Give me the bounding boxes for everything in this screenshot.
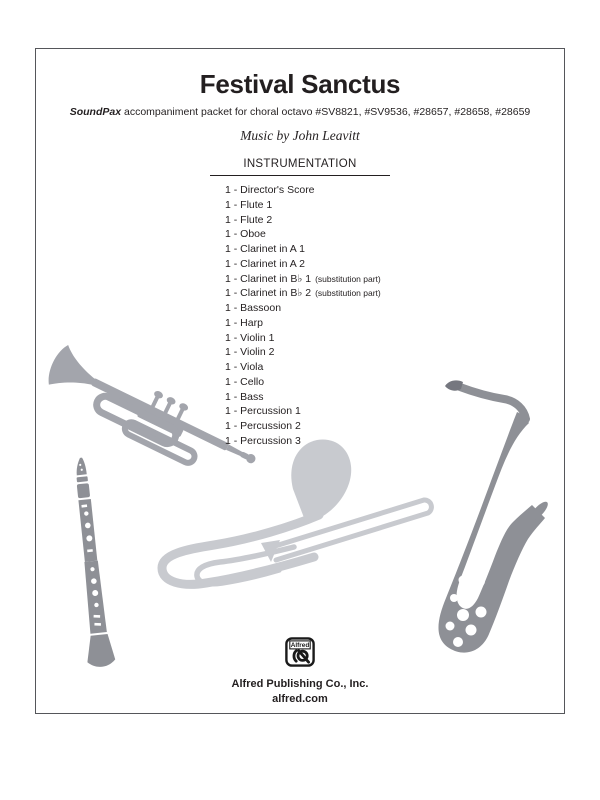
instrument-label: 1 - Clarinet in B♭ 2: [225, 287, 312, 300]
instrument-line: [225, 345, 381, 360]
instrument-label: 1 - Bassoon: [225, 302, 282, 314]
instrument-label: 1 - Flute 1: [225, 198, 273, 211]
publisher-website: alfred.com: [272, 693, 328, 705]
instrument-line: [225, 301, 381, 316]
instrument-line: [225, 434, 381, 449]
instrument-label: 1 - Viola: [225, 361, 264, 373]
instrument-label: 1 - Clarinet in A 1: [225, 243, 305, 255]
cover-sheet: [35, 48, 565, 714]
soundpax-brand: SoundPax: [69, 106, 122, 118]
trombone-illustration: [162, 440, 431, 585]
instrument-note: (substitution part): [315, 273, 381, 284]
alfred-logo: [285, 637, 315, 667]
instrument-label: 1 - Clarinet in B♭ 1: [225, 272, 312, 285]
instrument-label: 1 - Director's Score: [225, 184, 315, 196]
instrument-line: [225, 360, 381, 375]
subtitle-text: accompaniment packet for choral octavo #SV8821, #SV9536, #28657, #28658, #28659: [121, 106, 531, 118]
instrument-line: [225, 404, 381, 419]
instrumentation-heading: INSTRUMENTATION: [243, 158, 357, 170]
instrument-label: 1 - Harp: [225, 316, 263, 329]
instrument-line: [225, 419, 381, 434]
instrument-label: 1 - Percussion 1: [225, 405, 301, 418]
instrument-label: 1 - Violin 2: [225, 346, 275, 359]
instrument-line: [225, 316, 381, 331]
instrument-line: [225, 183, 381, 198]
instrument-line: [225, 272, 381, 287]
instrument-line: [225, 227, 381, 242]
instrument-label: 1 - Oboe: [225, 228, 266, 241]
instrument-line: [225, 390, 381, 405]
instrument-line: [225, 257, 381, 272]
publisher-name: Alfred Publishing Co., Inc.: [231, 678, 369, 690]
instrument-label: 1 - Cello: [225, 375, 265, 388]
instrument-label: 1 - Percussion 2: [225, 420, 301, 432]
subtitle: [36, 106, 564, 118]
instrument-line: [225, 286, 381, 301]
composer-credit: Music by John Leavitt: [240, 128, 360, 143]
instrumentation-list: [225, 183, 381, 449]
page-title: Festival Sanctus: [199, 69, 401, 99]
heading-underline: [210, 175, 390, 176]
saxophone-illustration: [435, 380, 550, 652]
instrument-line: [225, 198, 381, 213]
instrument-line: [225, 242, 381, 257]
instrument-label: 1 - Flute 2: [225, 213, 273, 226]
instrument-label: 1 - Percussion 3: [225, 434, 301, 447]
instrument-note: (substitution part): [315, 288, 381, 299]
instrument-line: [225, 375, 381, 390]
instrument-label: 1 - Bass: [225, 390, 264, 403]
logo-wordmark: Alfred: [290, 642, 310, 650]
instrument-label: 1 - Clarinet in A 2: [225, 257, 305, 270]
instrument-label: 1 - Violin 1: [225, 331, 275, 344]
instrument-line: [225, 213, 381, 228]
instrument-line: [225, 331, 381, 346]
clarinet-illustration: [66, 456, 116, 668]
